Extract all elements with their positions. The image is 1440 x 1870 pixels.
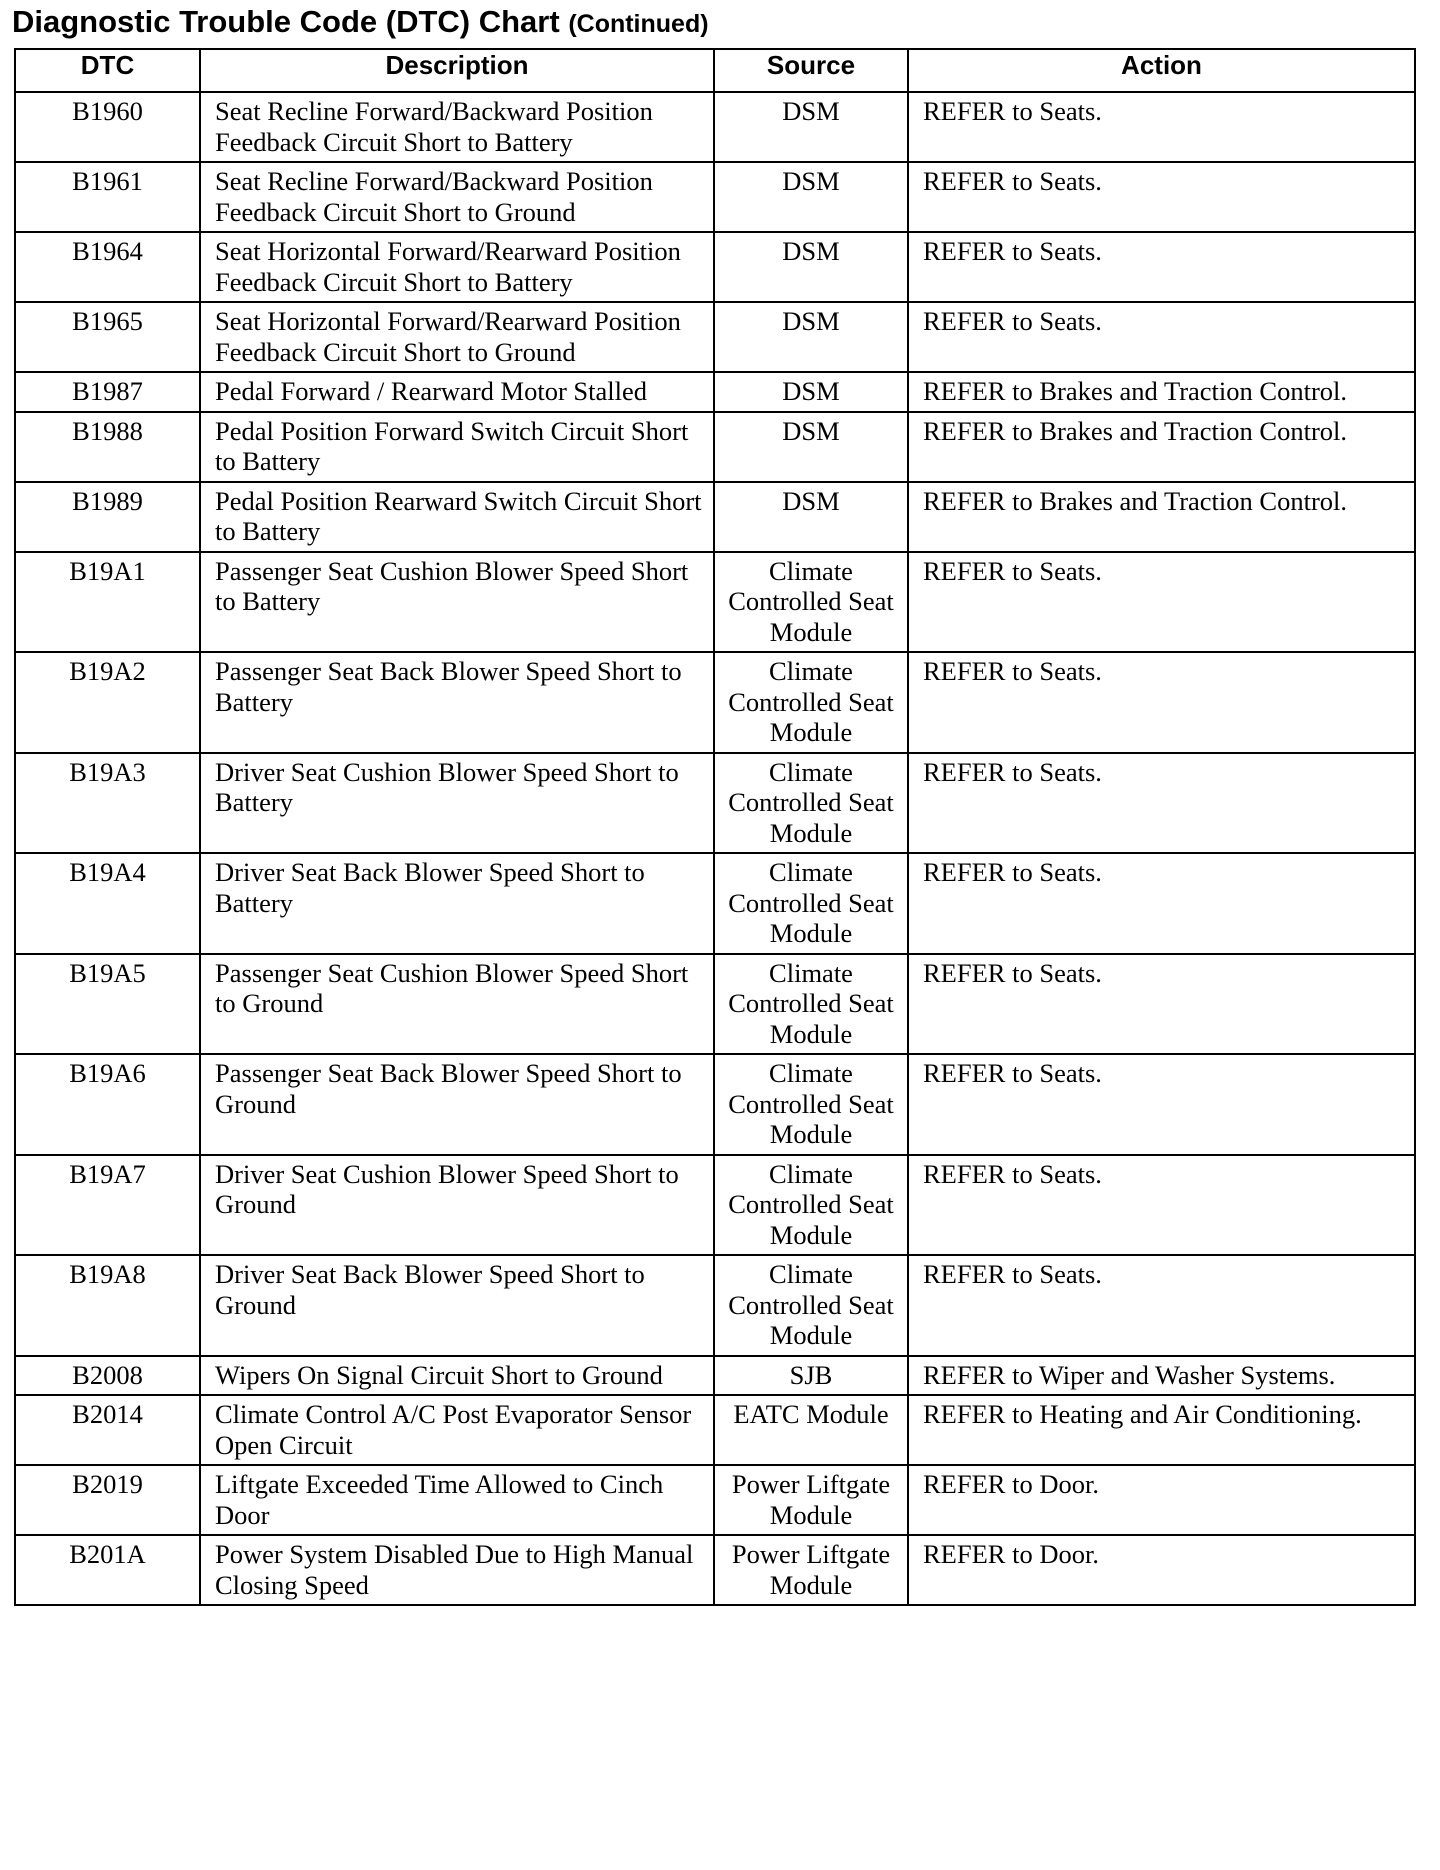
source-cell: Climate Controlled Seat Module <box>714 1255 908 1356</box>
table-row <box>15 232 1415 302</box>
action-cell: REFER to Seats. <box>908 302 1415 372</box>
table-row <box>15 92 1415 162</box>
title-suffix: (Continued) <box>568 10 709 38</box>
source-cell: Climate Controlled Seat Module <box>714 753 908 854</box>
source-cell: DSM <box>714 162 908 232</box>
source-cell: DSM <box>714 232 908 302</box>
dtc-cell: B1964 <box>15 232 200 302</box>
dtc-cell: B201A <box>15 1535 200 1605</box>
table-row <box>15 1356 1415 1396</box>
action-cell: REFER to Seats. <box>908 1155 1415 1256</box>
description-cell: Passenger Seat Cushion Blower Speed Short to Battery <box>200 552 714 653</box>
action-cell: REFER to Brakes and Traction Control. <box>908 412 1415 482</box>
dtc-table <box>14 48 1416 1606</box>
table-row <box>15 1535 1415 1605</box>
source-cell: DSM <box>714 302 908 372</box>
dtc-cell: B19A8 <box>15 1255 200 1356</box>
action-cell: REFER to Seats. <box>908 853 1415 954</box>
description-cell: Seat Recline Forward/Backward Position Feedback Circuit Short to Ground <box>200 162 714 232</box>
action-cell: REFER to Seats. <box>908 652 1415 753</box>
description-cell: Climate Control A/C Post Evaporator Sensor Open Circuit <box>200 1395 714 1465</box>
description-cell: Liftgate Exceeded Time Allowed to Cinch Door <box>200 1465 714 1535</box>
description-cell: Passenger Seat Cushion Blower Speed Short to Ground <box>200 954 714 1055</box>
header-description: Description <box>200 49 714 92</box>
source-cell: DSM <box>714 482 908 552</box>
table-row <box>15 302 1415 372</box>
action-cell: REFER to Door. <box>908 1535 1415 1605</box>
table-row <box>15 753 1415 854</box>
description-cell: Driver Seat Back Blower Speed Short to Ground <box>200 1255 714 1356</box>
description-cell: Wipers On Signal Circuit Short to Ground <box>200 1356 714 1396</box>
description-cell: Seat Recline Forward/Backward Position Feedback Circuit Short to Battery <box>200 92 714 162</box>
table-header-row <box>15 49 1415 92</box>
dtc-cell: B1961 <box>15 162 200 232</box>
action-cell: REFER to Seats. <box>908 954 1415 1055</box>
action-cell: REFER to Seats. <box>908 552 1415 653</box>
dtc-cell: B19A6 <box>15 1054 200 1155</box>
action-cell: REFER to Heating and Air Conditioning. <box>908 1395 1415 1465</box>
source-cell: Climate Controlled Seat Module <box>714 1054 908 1155</box>
header-action: Action <box>908 49 1415 92</box>
source-cell: DSM <box>714 372 908 412</box>
table-row <box>15 853 1415 954</box>
table-row <box>15 552 1415 653</box>
description-cell: Passenger Seat Back Blower Speed Short to Ground <box>200 1054 714 1155</box>
dtc-cell: B1965 <box>15 302 200 372</box>
description-cell: Seat Horizontal Forward/Rearward Position Feedback Circuit Short to Ground <box>200 302 714 372</box>
source-cell: Climate Controlled Seat Module <box>714 954 908 1055</box>
dtc-cell: B19A5 <box>15 954 200 1055</box>
table-row <box>15 372 1415 412</box>
dtc-cell: B19A3 <box>15 753 200 854</box>
table-row <box>15 1155 1415 1256</box>
action-cell: REFER to Seats. <box>908 232 1415 302</box>
description-cell: Driver Seat Cushion Blower Speed Short to Ground <box>200 1155 714 1256</box>
description-cell: Driver Seat Cushion Blower Speed Short to Battery <box>200 753 714 854</box>
source-cell: Climate Controlled Seat Module <box>714 552 908 653</box>
dtc-cell: B19A2 <box>15 652 200 753</box>
header-source: Source <box>714 49 908 92</box>
table-row <box>15 412 1415 482</box>
table-row <box>15 1255 1415 1356</box>
description-cell: Seat Horizontal Forward/Rearward Position Feedback Circuit Short to Battery <box>200 232 714 302</box>
page-title <box>12 4 709 40</box>
header-dtc: DTC <box>15 49 200 92</box>
dtc-cell: B19A1 <box>15 552 200 653</box>
table-row <box>15 954 1415 1055</box>
dtc-cell: B19A4 <box>15 853 200 954</box>
dtc-cell: B1988 <box>15 412 200 482</box>
source-cell: Power Liftgate Module <box>714 1465 908 1535</box>
description-cell: Passenger Seat Back Blower Speed Short to Battery <box>200 652 714 753</box>
action-cell: REFER to Seats. <box>908 1255 1415 1356</box>
source-cell: EATC Module <box>714 1395 908 1465</box>
action-cell: REFER to Seats. <box>908 1054 1415 1155</box>
table-row <box>15 1054 1415 1155</box>
dtc-cell: B2014 <box>15 1395 200 1465</box>
action-cell: REFER to Door. <box>908 1465 1415 1535</box>
description-cell: Pedal Position Rearward Switch Circuit Short to Battery <box>200 482 714 552</box>
table-row <box>15 1395 1415 1465</box>
table-row <box>15 162 1415 232</box>
source-cell: Climate Controlled Seat Module <box>714 853 908 954</box>
dtc-cell: B2019 <box>15 1465 200 1535</box>
source-cell: Climate Controlled Seat Module <box>714 1155 908 1256</box>
table-row <box>15 482 1415 552</box>
source-cell: SJB <box>714 1356 908 1396</box>
action-cell: REFER to Seats. <box>908 162 1415 232</box>
action-cell: REFER to Brakes and Traction Control. <box>908 372 1415 412</box>
source-cell: DSM <box>714 92 908 162</box>
action-cell: REFER to Brakes and Traction Control. <box>908 482 1415 552</box>
dtc-cell: B1989 <box>15 482 200 552</box>
action-cell: REFER to Wiper and Washer Systems. <box>908 1356 1415 1396</box>
action-cell: REFER to Seats. <box>908 753 1415 854</box>
dtc-cell: B2008 <box>15 1356 200 1396</box>
source-cell: Climate Controlled Seat Module <box>714 652 908 753</box>
action-cell: REFER to Seats. <box>908 92 1415 162</box>
source-cell: DSM <box>714 412 908 482</box>
description-cell: Driver Seat Back Blower Speed Short to Battery <box>200 853 714 954</box>
dtc-cell: B1960 <box>15 92 200 162</box>
dtc-cell: B1987 <box>15 372 200 412</box>
table-row <box>15 1465 1415 1535</box>
dtc-cell: B19A7 <box>15 1155 200 1256</box>
description-cell: Pedal Position Forward Switch Circuit Short to Battery <box>200 412 714 482</box>
description-cell: Pedal Forward / Rearward Motor Stalled <box>200 372 714 412</box>
source-cell: Power Liftgate Module <box>714 1535 908 1605</box>
description-cell: Power System Disabled Due to High Manual Closing Speed <box>200 1535 714 1605</box>
title-main: Diagnostic Trouble Code (DTC) Chart <box>12 4 560 39</box>
table-row <box>15 652 1415 753</box>
